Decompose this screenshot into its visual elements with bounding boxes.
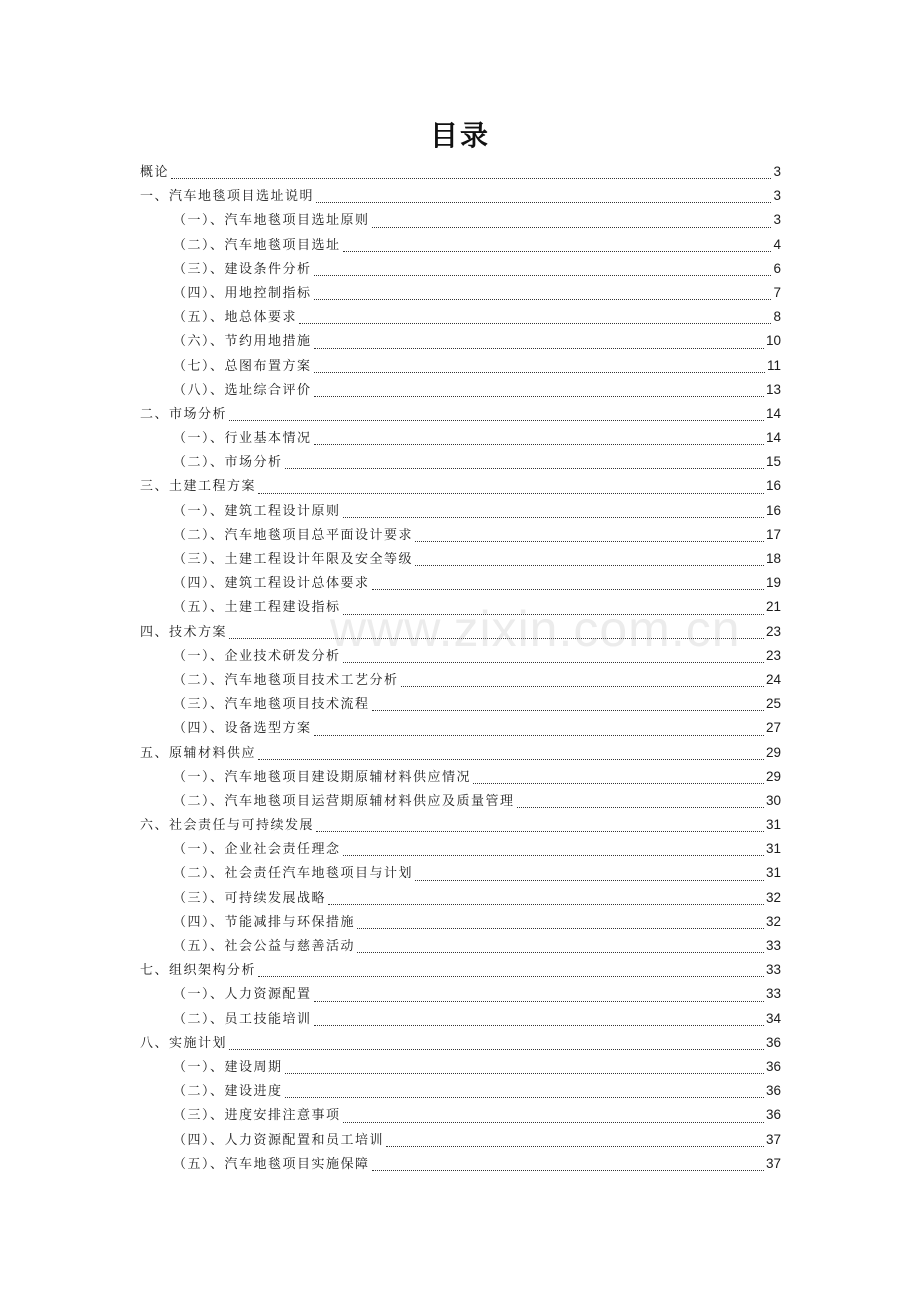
toc-entry-page-number: 3: [773, 188, 781, 204]
toc-entry-page-number: 33: [765, 938, 781, 953]
dot-leader: [314, 735, 764, 736]
dot-leader: [314, 275, 772, 276]
toc-entry-label: （四）、节能减排与环保措施: [173, 914, 356, 930]
toc-entry[interactable]: [140, 160, 781, 184]
toc-entry[interactable]: [140, 934, 781, 958]
toc-entry-page-number: 4: [773, 236, 781, 252]
toc-entry-label: （二）、汽车地毯项目总平面设计要求: [173, 527, 414, 543]
toc-entry[interactable]: [140, 378, 781, 402]
toc-entry[interactable]: [140, 1103, 781, 1127]
toc-entry-label: （一）、行业基本情况: [173, 431, 312, 447]
toc-entry[interactable]: [140, 499, 781, 523]
toc-entry-page-number: 25: [765, 696, 781, 712]
toc-entry-page-number: 3: [773, 212, 781, 228]
dot-leader: [343, 251, 772, 252]
dot-leader: [372, 589, 764, 590]
dot-leader: [386, 1146, 764, 1147]
toc-entry-label: （六）、节约用地措施: [173, 334, 312, 350]
toc-entry-page-number: 24: [765, 671, 781, 687]
dot-leader: [343, 517, 764, 518]
dot-leader: [258, 976, 764, 977]
toc-entry-page-number: 36: [765, 1083, 781, 1099]
toc-entry-label: （二）、汽车地毯项目选址: [173, 237, 341, 253]
toc-entry-label: （五）、社会公益与慈善活动: [173, 939, 356, 954]
toc-entry[interactable]: [140, 208, 781, 232]
dot-leader: [258, 493, 764, 494]
toc-entry[interactable]: [140, 281, 781, 305]
dot-leader: [171, 178, 771, 179]
toc-entry-label: （四）、建筑工程设计总体要求: [173, 576, 370, 592]
toc-entry-page-number: 30: [765, 792, 781, 808]
toc-entry-label: （五）、地总体要求: [173, 310, 298, 326]
dot-leader: [415, 880, 764, 881]
dot-leader: [343, 662, 764, 663]
toc-entry-page-number: 33: [765, 986, 781, 1002]
toc-entry[interactable]: [140, 450, 781, 474]
toc-entry-label: （一）、汽车地毯项目建设期原辅材料供应情况: [173, 769, 472, 785]
toc-entry[interactable]: [140, 886, 781, 910]
toc-entry[interactable]: [140, 1055, 781, 1079]
dot-leader: [314, 444, 764, 445]
toc-entry-page-number: 3: [773, 164, 781, 179]
toc-entry[interactable]: [140, 257, 781, 281]
toc-entry-page-number: 36: [765, 1034, 781, 1050]
toc-entry-page-number: 18: [765, 551, 781, 566]
toc-entry-label: （四）、用地控制指标: [173, 285, 312, 301]
toc-entry[interactable]: [140, 765, 781, 789]
watermark: www.zixin.com.cn: [330, 601, 741, 657]
toc-entry-label: （二）、汽车地毯项目运营期原辅材料供应及质量管理: [173, 793, 515, 809]
toc-entry-page-number: 14: [765, 405, 781, 421]
toc-entry[interactable]: [140, 716, 781, 740]
toc-entry-label: （一）、建筑工程设计原则: [173, 503, 341, 519]
dot-leader: [316, 831, 764, 832]
toc-entry-label: （二）、汽车地毯项目技术工艺分析: [173, 672, 399, 688]
toc-entry-label: （二）、社会责任汽车地毯项目与计划: [173, 866, 414, 882]
toc-entry-label: （二）、员工技能培训: [173, 1011, 312, 1027]
toc-title: 目录: [429, 119, 490, 152]
dot-leader: [299, 323, 771, 324]
toc-entry[interactable]: [140, 233, 781, 257]
toc-entry[interactable]: [140, 910, 781, 934]
toc-entry-page-number: 34: [765, 1010, 781, 1026]
toc-entry[interactable]: [140, 668, 781, 692]
toc-entry-label: （一）、人力资源配置: [173, 987, 312, 1003]
toc-entry-label: （五）、汽车地毯项目实施保障: [173, 1156, 370, 1172]
toc-entry-label: （七）、总图布置方案: [173, 358, 312, 374]
dot-leader: [415, 541, 764, 542]
toc-entry-label: （三）、进度安排注意事项: [173, 1108, 341, 1124]
dot-leader: [343, 614, 764, 615]
toc-entry[interactable]: [140, 1007, 781, 1031]
toc-entry-label: （四）、人力资源配置和员工培训: [173, 1132, 385, 1148]
toc-entry[interactable]: [140, 837, 781, 861]
toc-entry[interactable]: [140, 474, 781, 498]
toc-entry[interactable]: [140, 305, 781, 329]
dot-leader: [314, 1025, 764, 1026]
toc-entry-label: （三）、可持续发展战略: [173, 890, 327, 906]
toc-entry-page-number: 7: [773, 284, 781, 300]
toc-entry-label: 概论: [140, 165, 170, 180]
toc-entry[interactable]: [140, 329, 781, 353]
toc-entry-page-number: 33: [765, 962, 781, 978]
toc-entry-label: 三、土建工程方案: [140, 479, 257, 495]
toc-entry-page-number: 10: [765, 333, 781, 349]
toc-entry[interactable]: [140, 1031, 781, 1055]
toc-entry-page-number: 36: [765, 1058, 781, 1074]
toc-entry-label: （三）、建设条件分析: [173, 261, 312, 277]
dot-leader: [314, 396, 764, 397]
toc-entry-page-number: 32: [765, 889, 781, 905]
toc-entry-page-number: 36: [765, 1107, 781, 1123]
dot-leader: [314, 348, 764, 349]
toc-entry-page-number: 15: [765, 454, 781, 470]
dot-leader: [401, 686, 764, 687]
dot-leader: [316, 202, 771, 203]
toc-entry-label: （八）、选址综合评价: [173, 382, 312, 398]
toc-entry[interactable]: [140, 1152, 781, 1176]
dot-leader: [314, 1001, 764, 1002]
toc-entry-label: 六、社会责任与可持续发展: [140, 818, 315, 834]
toc-entry[interactable]: [140, 982, 781, 1006]
toc-entry-page-number: 13: [765, 381, 781, 397]
toc-entry[interactable]: [140, 958, 781, 982]
toc-entry[interactable]: [140, 184, 781, 208]
toc-entry-label: （三）、土建工程设计年限及安全等级: [173, 552, 414, 567]
dot-leader: [258, 759, 764, 760]
toc-entry-page-number: 29: [765, 768, 781, 784]
toc-entry-page-number: 17: [765, 526, 781, 542]
toc-entry-page-number: 37: [765, 1131, 781, 1147]
dot-leader: [415, 565, 764, 566]
dot-leader: [229, 638, 764, 639]
dot-leader: [285, 468, 764, 469]
dot-leader: [357, 928, 764, 929]
toc-entry-page-number: 37: [765, 1155, 781, 1171]
toc-entry[interactable]: [140, 354, 781, 378]
toc-entry-page-number: 21: [765, 599, 781, 615]
toc-entry[interactable]: [140, 741, 781, 765]
toc-entry-label: （四）、设备选型方案: [173, 721, 312, 737]
toc-entry[interactable]: [140, 426, 781, 450]
toc-entry[interactable]: [140, 692, 781, 716]
toc-entry-label: （一）、建设周期: [173, 1059, 283, 1075]
toc-entry-page-number: 23: [765, 623, 781, 639]
toc-entry-page-number: 6: [773, 260, 781, 276]
dot-leader: [517, 807, 764, 808]
toc-entry[interactable]: [140, 644, 781, 668]
dot-leader: [328, 904, 764, 905]
toc-entry-label: 一、汽车地毯项目选址说明: [140, 189, 315, 205]
toc-entry-label: 二、市场分析: [140, 406, 228, 422]
toc-entry[interactable]: [140, 789, 781, 813]
toc-entry[interactable]: [140, 571, 781, 595]
table-of-contents: [140, 160, 781, 1176]
dot-leader: [372, 227, 772, 228]
toc-entry-page-number: 23: [765, 647, 781, 663]
toc-entry-page-number: 16: [765, 502, 781, 518]
toc-entry-page-number: 29: [765, 744, 781, 760]
toc-entry[interactable]: [140, 813, 781, 837]
toc-entry[interactable]: [140, 523, 781, 547]
toc-entry-label: （一）、企业技术研发分析: [173, 648, 341, 664]
toc-entry-page-number: 11: [766, 357, 781, 373]
toc-entry[interactable]: [140, 595, 781, 619]
dot-leader: [343, 855, 764, 856]
toc-entry[interactable]: [140, 620, 781, 644]
dot-leader: [357, 952, 764, 953]
toc-entry-page-number: 14: [765, 430, 781, 446]
toc-entry-label: 八、实施计划: [140, 1035, 228, 1051]
dot-leader: [372, 710, 764, 711]
toc-entry-page-number: 8: [773, 309, 781, 325]
toc-entry-page-number: 27: [765, 720, 781, 736]
dot-leader: [285, 1073, 764, 1074]
toc-entry-label: （五）、土建工程建设指标: [173, 600, 341, 616]
toc-entry[interactable]: [140, 547, 781, 571]
dot-leader: [314, 372, 765, 373]
toc-entry[interactable]: [140, 402, 781, 426]
toc-entry-page-number: 19: [765, 575, 781, 591]
toc-entry-label: （一）、汽车地毯项目选址原则: [173, 213, 370, 229]
toc-entry-label: 七、组织架构分析: [140, 963, 257, 979]
toc-entry[interactable]: [140, 1128, 781, 1152]
dot-leader: [473, 783, 764, 784]
dot-leader: [229, 420, 764, 421]
toc-entry-label: 四、技术方案: [140, 624, 228, 640]
dot-leader: [314, 299, 772, 300]
toc-entry-page-number: 31: [765, 817, 781, 833]
toc-entry-label: （二）、市场分析: [173, 455, 283, 471]
toc-entry-label: （一）、企业社会责任理念: [173, 842, 341, 858]
toc-entry-page-number: 16: [765, 478, 781, 494]
dot-leader: [285, 1097, 764, 1098]
toc-entry-label: （二）、建设进度: [173, 1084, 283, 1100]
dot-leader: [229, 1049, 764, 1050]
dot-leader: [343, 1122, 764, 1123]
toc-entry-page-number: 31: [765, 841, 781, 857]
toc-entry[interactable]: [140, 861, 781, 885]
toc-entry-page-number: 31: [765, 865, 781, 881]
toc-entry-label: （三）、汽车地毯项目技术流程: [173, 697, 370, 713]
toc-entry-page-number: 32: [765, 913, 781, 929]
dot-leader: [372, 1170, 764, 1171]
toc-entry-label: 五、原辅材料供应: [140, 745, 257, 761]
toc-entry[interactable]: [140, 1079, 781, 1103]
